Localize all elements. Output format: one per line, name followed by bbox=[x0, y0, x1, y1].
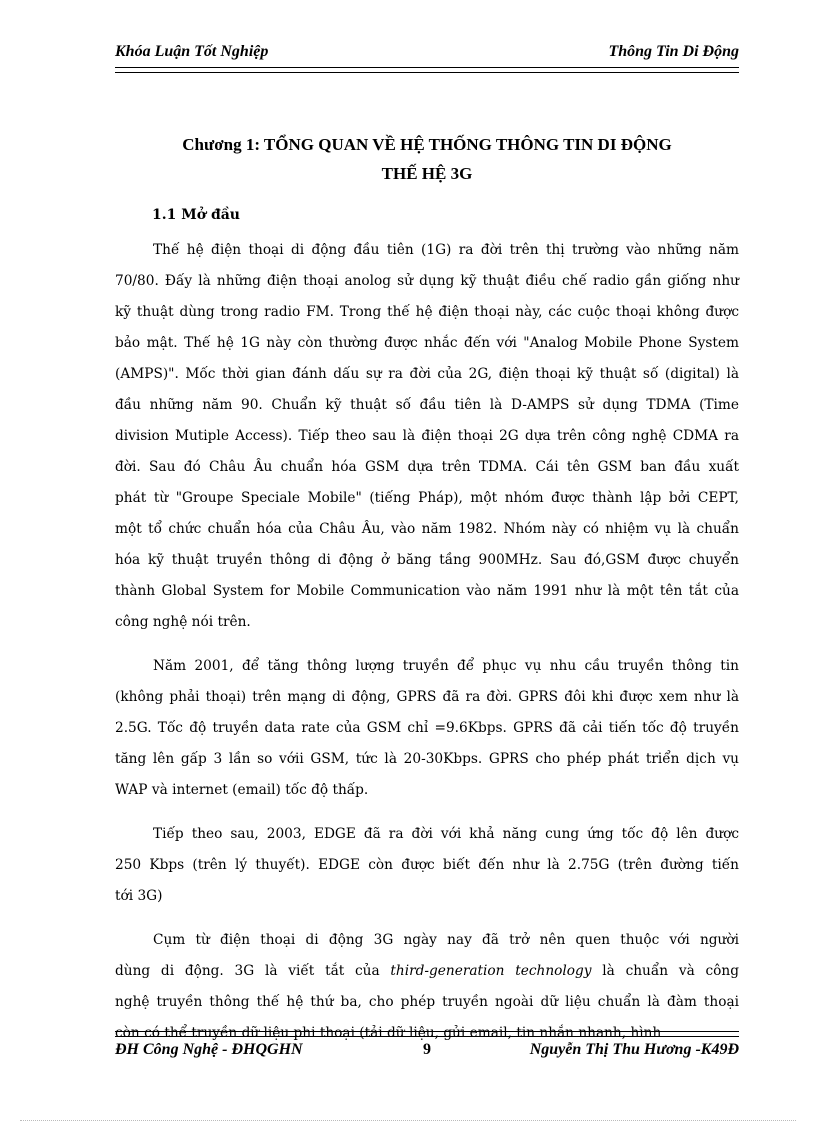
text-line: Năm 2001, để tăng thông lượng truyền để phục vụ nhu cầu truyền thông tin bbox=[153, 658, 739, 674]
text-line: hóa kỹ thuật truyền thông di động ở băng tầng 900MHz. Sau đó,GSM được chuyển bbox=[115, 552, 739, 568]
text-line: dùng di động. 3G là viết tắt của third-generation technology là chuẩn và công bbox=[115, 963, 739, 979]
footer-rule-top bbox=[115, 1031, 739, 1032]
footer-right: Nguyễn Thị Thu Hương -K49Đ bbox=[529, 1041, 739, 1058]
text-line: thành Global System for Mobile Communication vào năm 1991 như là một tên tắt của bbox=[115, 583, 739, 599]
section-heading: 1.1 Mở đầu bbox=[152, 207, 240, 223]
text-line: Tiếp theo sau, 2003, EDGE đã ra đời với khả năng cung ứng tốc độ lên được bbox=[153, 826, 739, 842]
text-line: nghệ truyền thông thế hệ thứ ba, cho phép truyền ngoài dữ liệu chuẩn là đàm thoại bbox=[115, 994, 739, 1010]
text-line: 70/80. Đấy là những điện thoại anolog sử dụng kỹ thuật điều chế radio gần giống như bbox=[115, 273, 739, 289]
chapter-title-line2: THẾ HỆ 3G bbox=[381, 164, 473, 183]
page-edge-line bbox=[20, 1120, 796, 1121]
text-line: đầu những năm 90. Chuẩn kỹ thuật số đầu tiên là D-AMPS sử dụng TDMA (Time bbox=[115, 397, 739, 413]
text-line: division Mutiple Access). Tiếp theo sau là điện thoại 2G dựa trên công nghệ CDMA ra bbox=[115, 428, 739, 444]
text-line: tăng lên gấp 3 lần so vớii GSM, tức là 20-30Kbps. GPRS cho phép phát triển dịch vụ bbox=[115, 751, 739, 767]
text-line: tới 3G) bbox=[115, 888, 163, 904]
paragraph-1g-2g bbox=[115, 235, 739, 638]
text-line: WAP và internet (email) tốc độ thấp. bbox=[115, 782, 369, 798]
header-right: Thông Tin Di Động bbox=[608, 43, 739, 60]
text-line: đời. Sau đó Châu Âu chuẩn hóa GSM dựa trên TDMA. Cái tên GSM ban đầu xuất bbox=[115, 459, 739, 475]
header-rule-top bbox=[115, 67, 739, 68]
italic-term: third-generation technology bbox=[390, 963, 592, 979]
page-number: 9 bbox=[423, 1041, 431, 1058]
text-line: (AMPS)". Mốc thời gian đánh dấu sự ra đời của 2G, điện thoại kỹ thuật số (digital) là bbox=[115, 366, 739, 382]
page-header bbox=[115, 42, 739, 62]
text-line: 250 Kbps (trên lý thuyết). EDGE còn được biết đến như là 2.75G (trên đường tiến bbox=[115, 857, 739, 873]
text-line: Thế hệ điện thoại di động đầu tiên (1G) ra đời trên thị trường vào những năm bbox=[153, 242, 739, 258]
text-line: bảo mật. Thế hệ 1G này còn thường được nhắc đến với "Analog Mobile Phone System bbox=[115, 335, 739, 351]
text-line: phát từ "Groupe Speciale Mobile" (tiếng Pháp), một nhóm được thành lập bởi CEPT, bbox=[115, 490, 739, 506]
text-line: công nghệ nói trên. bbox=[115, 614, 251, 630]
paragraph-edge bbox=[115, 819, 739, 912]
page-footer bbox=[115, 1040, 739, 1060]
footer-rule-bottom bbox=[115, 1036, 739, 1037]
text-line: còn có thể truyền dữ liệu phi thoại (tải dữ liệu, gửi email, tin nhắn nhanh, hình bbox=[115, 1025, 662, 1041]
chapter-title-line1: Chương 1: TỔNG QUAN VỀ HỆ THỐNG THÔNG TIN DI ĐỘNG bbox=[182, 135, 672, 154]
footer-left: ĐH Công Nghệ - ĐHQGHN bbox=[115, 1041, 303, 1058]
header-left: Khóa Luận Tốt Nghiệp bbox=[115, 43, 269, 60]
body-text bbox=[115, 235, 739, 1049]
paragraph-gprs bbox=[115, 651, 739, 806]
text-line: Cụm từ điện thoại di động 3G ngày nay đã trở nên quen thuộc với người bbox=[153, 932, 739, 948]
text-line: (không phải thoại) trên mạng di động, GPRS đã ra đời. GPRS đôi khi được xem như là bbox=[115, 689, 739, 705]
header-rule-bottom bbox=[115, 72, 739, 73]
text-line: kỹ thuật dùng trong radio FM. Trong thế hệ điện thoại này, các cuộc thoại không được bbox=[115, 304, 739, 320]
text-line: một tổ chức chuẩn hóa của Châu Âu, vào năm 1982. Nhóm này có nhiệm vụ là chuẩn bbox=[115, 521, 739, 537]
text-line: 2.5G. Tốc độ truyền data rate của GSM chỉ =9.6Kbps. GPRS đã cải tiến tốc độ truyền bbox=[115, 720, 739, 736]
